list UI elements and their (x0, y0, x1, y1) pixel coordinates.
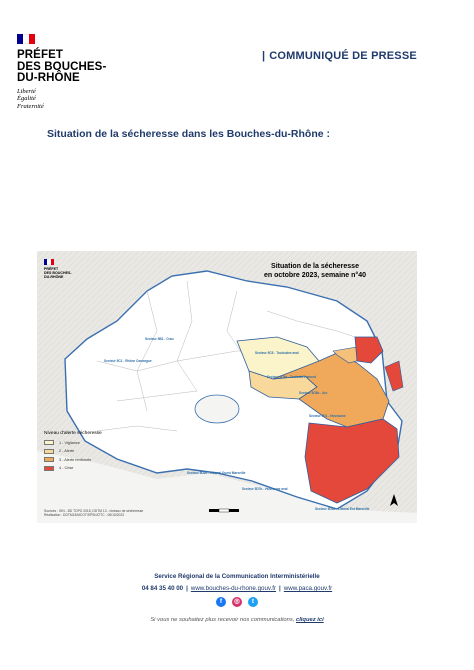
legend-item: 1 - Vigilance (44, 440, 154, 445)
sector-label: Secteur 5C6b - Arc (299, 391, 328, 395)
unsubscribe-link[interactable]: cliquez ici (295, 617, 324, 623)
prefect-name: PRÉFET DES BOUCHES- DU-RHÔNE (17, 49, 107, 84)
phone-number: 04 84 35 40 00 (141, 585, 184, 592)
facebook-icon[interactable]: f (216, 597, 226, 607)
scale-bar (209, 509, 239, 512)
sector-label: Secteur 5D4b - Littoral Est Marseille (315, 507, 370, 511)
map-flag-icon (44, 259, 54, 265)
sector-label: Secteur 5D2b - Littoral Ouest Marseille (187, 471, 246, 475)
etang-de-berre (195, 395, 239, 423)
prefecture-website-link[interactable]: www.bouches-du-rhone.gouv.fr (190, 585, 277, 592)
page-heading: Situation de la sécheresse dans les Bouches-du-Rhône : (47, 128, 330, 140)
service-name: Service Régional de la Communication Interministérielle (154, 573, 320, 580)
legend-swatch (44, 449, 54, 454)
paca-website-link[interactable]: www.paca.gouv.fr (283, 585, 333, 592)
legend-item: 2 - Alerte (44, 449, 154, 454)
legend-swatch (44, 457, 54, 462)
sector-label: Secteur 5C5 - Touloubre aval (255, 351, 299, 355)
prefect-logo-block (17, 34, 127, 110)
legend-swatch (44, 440, 54, 445)
sector-label: Secteur 5B1 - Crau (145, 337, 174, 341)
sector-label: Secteur 5C1 - Rhône Camargue (104, 359, 152, 363)
contact-line: 04 84 35 40 00 | www.bouches-du-rhone.gouv.fr | www.paca.gouv.fr (141, 585, 333, 592)
press-release-label: | COMMUNIQUÉ DE PRESSE (262, 50, 417, 62)
legend-swatch (44, 466, 54, 471)
map-logo: PRÉFET DES BOUCHES- DU-RHÔNE (44, 259, 84, 279)
legend-item: 4 - Crise (44, 466, 154, 471)
marianne-flag-icon (17, 34, 35, 44)
sector-label: Secteur 5C6a - Touloubre amont (267, 375, 316, 379)
map-source: Sources : IGN - BD TOPO 2018, DDTM 13 - niveaux de sécheresse Réalisation : DDTM13/MCOT/SPSI/ATTC - 06/10/2023 (44, 509, 144, 518)
drought-map (37, 251, 417, 523)
instagram-icon[interactable]: ◎ (232, 597, 242, 607)
unsubscribe-line: Si vous ne souhaitez plus recevoir nos communications, cliquez ici (150, 617, 324, 623)
twitter-icon[interactable]: t (248, 597, 258, 607)
social-links (0, 597, 474, 607)
map-legend (44, 431, 154, 474)
legend-item: 3 - Alerte renforcée (44, 457, 154, 462)
sector-label: Secteur 5D7b - Huveaune aval (242, 487, 288, 491)
map-title: Situation de la sécheresse en octobre 2023, semaine n°40 (263, 263, 366, 279)
republic-motto: Liberté Égalité Fraternité (17, 87, 44, 110)
legend-title: Niveau d'alerte sécheresse (44, 431, 102, 436)
map-graphic (37, 251, 417, 523)
sector-label: Secteur 5D1 - Huveaune (309, 414, 346, 418)
